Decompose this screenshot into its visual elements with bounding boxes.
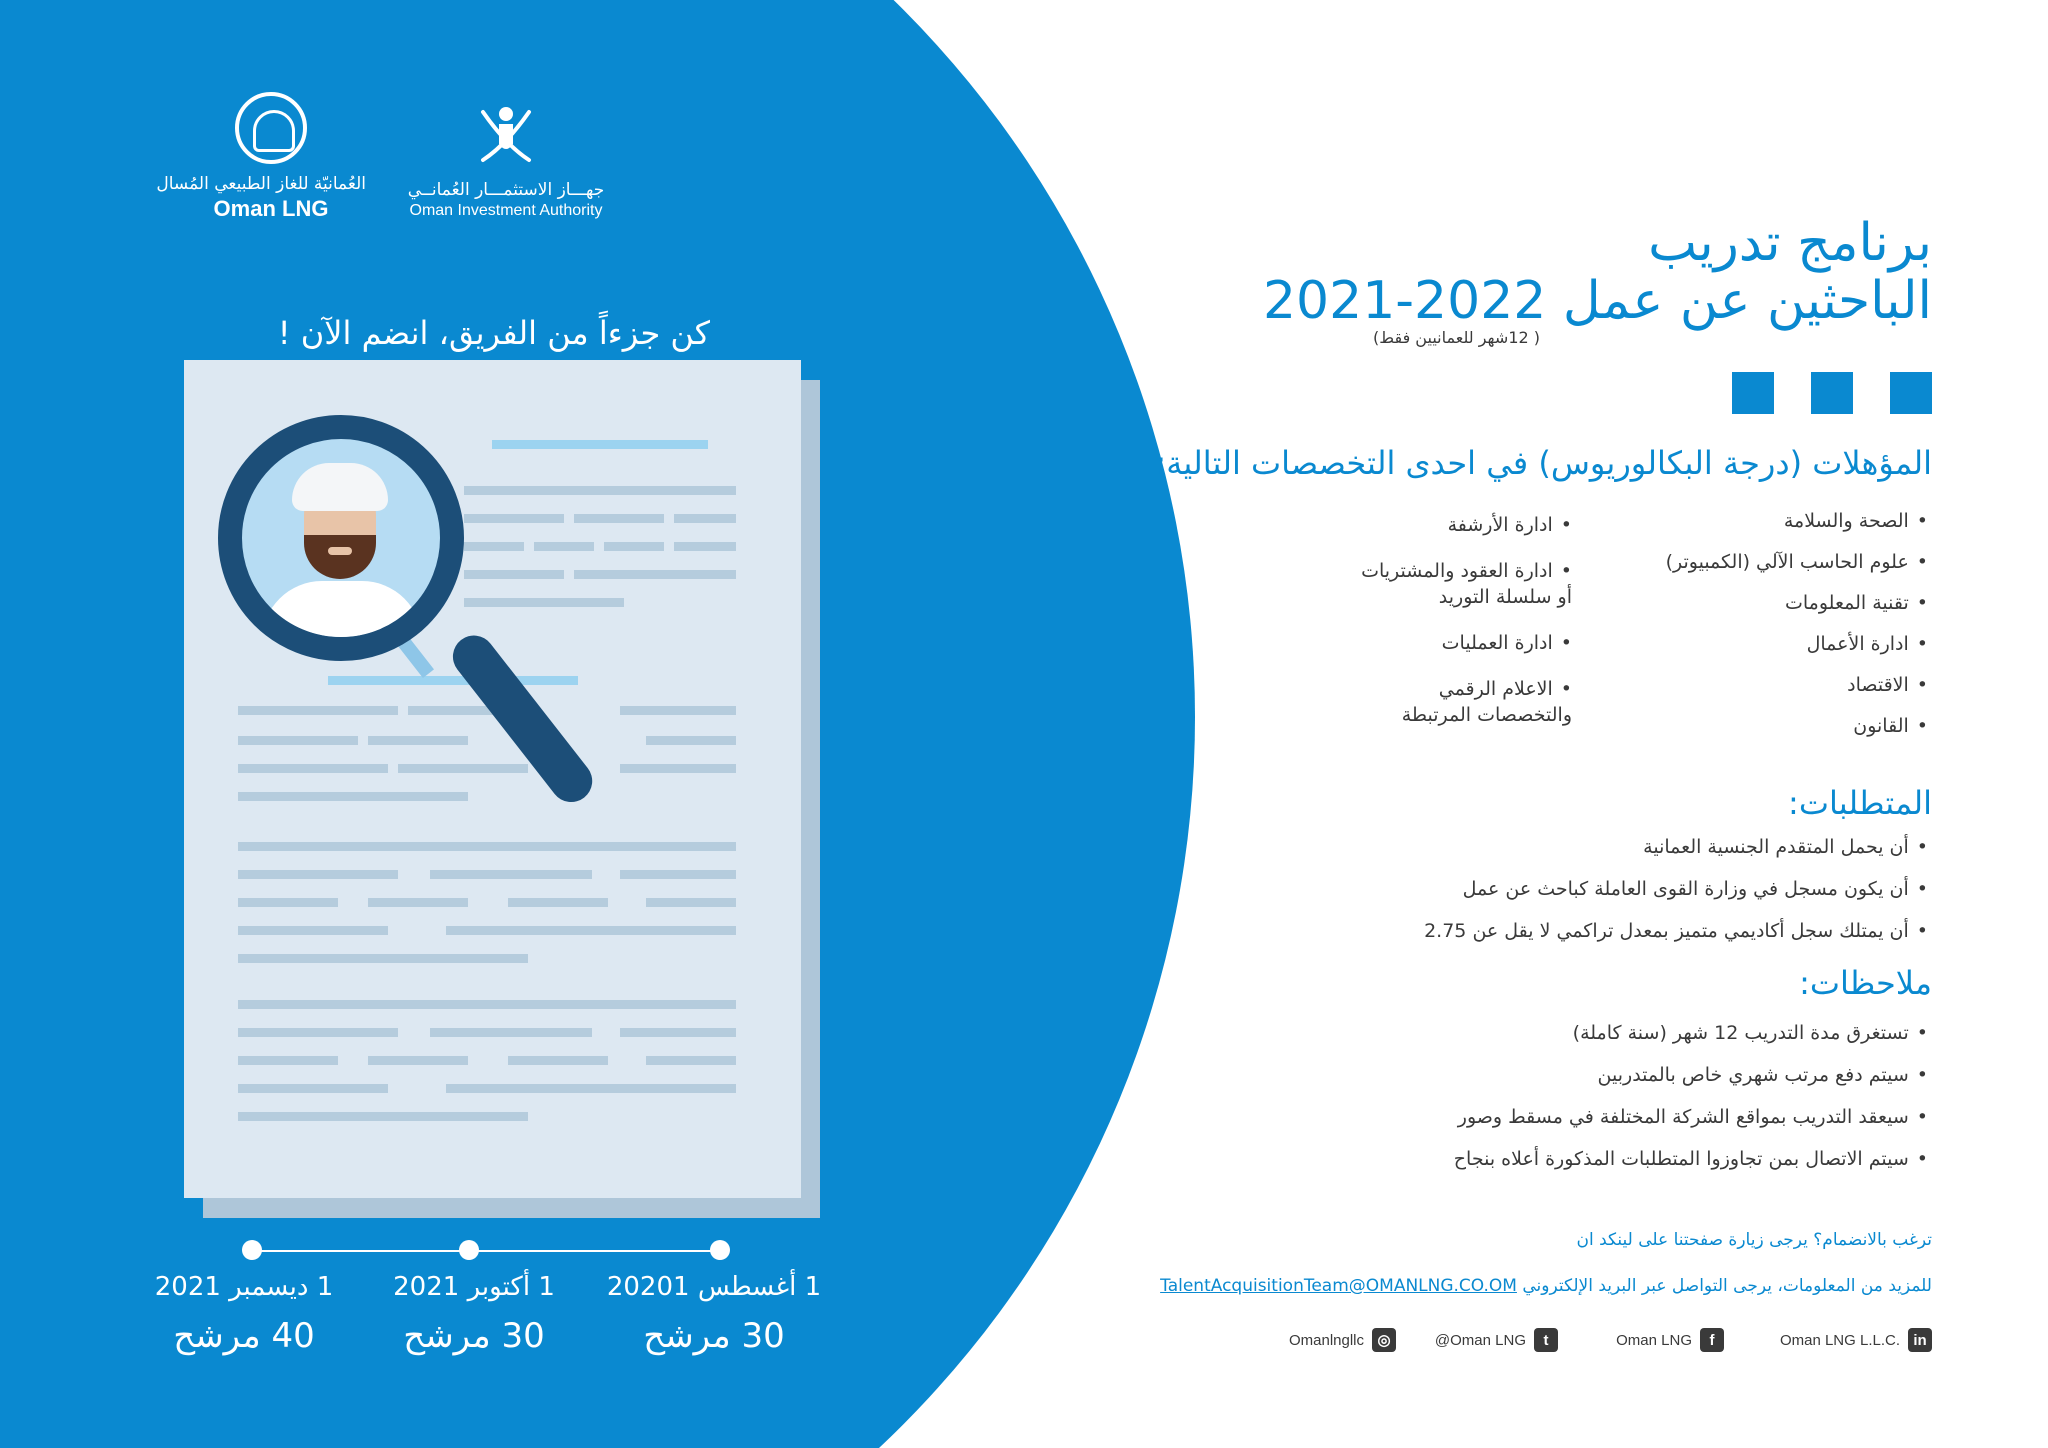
social-linkedin-label: Oman LNG L.L.C. — [1779, 1331, 1900, 1349]
list-item: •الاقتصاد — [1847, 674, 1928, 696]
page-title-line2: الباحثين عن عمل 2022-2021 — [1262, 271, 1932, 331]
timeline-dot — [710, 1240, 730, 1260]
linkedin-prompt: ترغب بالانضمام؟ يرجى زيارة صفحتنا على لينكد ان — [1576, 1230, 1932, 1250]
social-twitter-label: @Oman LNG — [1434, 1331, 1526, 1349]
person-beard — [304, 535, 376, 579]
timeline-date: 1 أكتوبر 2021 — [393, 1272, 555, 1302]
person-turban — [292, 463, 388, 511]
doc-line — [446, 926, 736, 935]
doc-line — [238, 764, 388, 773]
doc-line — [464, 598, 624, 607]
list-item: •الاعلام الرقمي والتخصصات المرتبطة — [1401, 678, 1572, 726]
doc-line — [620, 706, 736, 715]
timeline-line — [252, 1250, 720, 1252]
doc-line — [238, 1056, 338, 1065]
email-link[interactable]: TalentAcquisitionTeam@OMANLNG.CO.OM — [1160, 1276, 1517, 1296]
doc-line — [398, 764, 528, 773]
notes-heading: ملاحظات: — [1799, 964, 1932, 1002]
page-title-line1: برنامج تدريب — [1648, 213, 1932, 273]
list-item: •أن يكون مسجل في وزارة القوى العاملة كباحث عن عمل — [1462, 878, 1928, 900]
doc-line — [464, 514, 564, 523]
timeline-count: 30 مرشح — [403, 1316, 545, 1356]
doc-line — [238, 736, 358, 745]
oman-lng-logo-english: Oman LNG — [213, 196, 329, 221]
doc-line — [464, 570, 564, 579]
doc-line — [238, 706, 398, 715]
notes-list — [1454, 1020, 1928, 1188]
doc-line — [368, 898, 468, 907]
email-prompt-line — [1160, 1276, 1932, 1296]
qualifications-heading: المؤهلات (درجة البكالوريوس) في احدى التخصصات التالية: — [1155, 444, 1932, 482]
list-item: •الصحة والسلامة — [1783, 510, 1928, 532]
doc-line — [238, 792, 468, 801]
social-instagram[interactable] — [1289, 1328, 1396, 1352]
doc-line — [464, 486, 736, 495]
list-item: •القانون — [1853, 715, 1928, 737]
doc-line — [238, 842, 736, 851]
qualifications-list-1 — [1666, 508, 1928, 754]
list-item: •ادارة العمليات — [1441, 632, 1572, 654]
doc-line — [574, 570, 736, 579]
linkedin-icon: in — [1908, 1328, 1932, 1352]
instagram-icon: ◎ — [1372, 1328, 1396, 1352]
doc-line — [674, 542, 736, 551]
social-twitter[interactable] — [1435, 1328, 1558, 1352]
timeline-dot — [459, 1240, 479, 1260]
list-item: •ادارة الأرشفة — [1447, 514, 1572, 536]
doc-line — [508, 898, 608, 907]
list-item: •سيعقد التدريب بمواقع الشركة المختلفة في مسقط وصور — [1457, 1106, 1928, 1128]
doc-line — [238, 1000, 736, 1009]
doc-line — [620, 764, 736, 773]
doc-line — [574, 514, 664, 523]
tagline: كن جزءاً من الفريق، انضم الآن ! — [277, 314, 710, 352]
doc-line — [368, 1056, 468, 1065]
doc-line — [464, 542, 524, 551]
oman-lng-logo — [156, 92, 366, 222]
doc-line — [238, 870, 398, 879]
timeline-count: 30 مرشح — [643, 1316, 785, 1356]
list-item: •سيتم دفع مرتب شهري خاص بالمتدربين — [1597, 1064, 1928, 1086]
square-icon — [1890, 372, 1932, 414]
timeline-date: 1 ديسمبر 2021 — [154, 1272, 334, 1302]
oman-lng-logo-arabic: العُمانيّة للغاز الطبيعي المُسال — [156, 174, 366, 194]
doc-line — [368, 736, 468, 745]
doc-line — [238, 954, 528, 963]
list-item: •ادارة العقود والمشتريات أو سلسلة التوريد — [1361, 560, 1572, 608]
oia-logo — [396, 100, 616, 220]
doc-line — [674, 514, 736, 523]
doc-line — [534, 542, 594, 551]
doc-line — [604, 542, 664, 551]
list-item: •تقنية المعلومات — [1785, 592, 1928, 614]
doc-line — [646, 736, 736, 745]
requirements-list — [1424, 834, 1928, 960]
doc-line — [446, 1084, 736, 1093]
doc-line — [646, 898, 736, 907]
decorative-squares — [1732, 372, 1932, 414]
doc-line — [238, 1112, 528, 1121]
doc-line — [430, 870, 592, 879]
person-mouth — [328, 547, 352, 555]
square-icon — [1732, 372, 1774, 414]
oia-logo-english: Oman Investment Authority — [409, 202, 603, 219]
oia-logo-arabic: جهـــاز الاستثمـــار العُمانــي — [407, 180, 605, 200]
doc-line — [328, 676, 578, 685]
list-item: •أن يحمل المتقدم الجنسية العمانية — [1643, 836, 1928, 858]
timeline-item-october — [364, 1272, 584, 1356]
doc-line — [646, 1056, 736, 1065]
doc-line — [238, 1084, 388, 1093]
qualifications-list-2 — [1361, 512, 1572, 748]
social-facebook[interactable] — [1616, 1328, 1724, 1352]
list-item: •سيتم الاتصال بمن تجاوزوا المتطلبات المذكورة أعلاه بنجاح — [1453, 1148, 1928, 1170]
social-facebook-label: Oman LNG — [1616, 1331, 1692, 1349]
social-linkedin[interactable] — [1780, 1328, 1932, 1352]
twitter-icon: t — [1534, 1328, 1558, 1352]
list-item: •علوم الحاسب الآلي (الكمبيوتر) — [1665, 551, 1928, 573]
doc-line — [508, 1056, 608, 1065]
requirements-heading: المتطلبات: — [1788, 784, 1932, 822]
timeline-item-august — [604, 1272, 824, 1356]
oman-khanjar-emblem-icon — [471, 100, 541, 170]
doc-line — [238, 898, 338, 907]
oman-lng-emblem-icon — [235, 92, 307, 164]
list-item: •أن يمتلك سجل أكاديمي متميز بمعدل تراكمي لا يقل عن 2.75 — [1424, 920, 1928, 942]
timeline-item-december — [134, 1272, 354, 1356]
page-subtitle: ( 12شهر للعمانيين فقط) — [1373, 328, 1540, 347]
timeline-date: 1 أغسطس 20201 — [606, 1272, 822, 1302]
doc-line — [620, 870, 736, 879]
magnifying-glass-icon — [218, 415, 464, 661]
doc-line — [430, 1028, 592, 1037]
timeline-dot — [242, 1240, 262, 1260]
page-title — [1232, 214, 1932, 330]
timeline-count: 40 مرشح — [173, 1316, 315, 1356]
doc-line — [238, 1028, 398, 1037]
doc-line — [238, 926, 388, 935]
square-icon — [1811, 372, 1853, 414]
social-instagram-label: Omanlngllc — [1288, 1331, 1364, 1349]
doc-line — [492, 440, 708, 449]
facebook-icon: f — [1700, 1328, 1724, 1352]
doc-line — [620, 1028, 736, 1037]
list-item: •ادارة الأعمال — [1806, 633, 1928, 655]
list-item: •تستغرق مدة التدريب 12 شهر (سنة كاملة) — [1572, 1022, 1928, 1044]
email-prompt: للمزيد من المعلومات، يرجى التواصل عبر البريد الإلكتروني — [1522, 1276, 1932, 1296]
